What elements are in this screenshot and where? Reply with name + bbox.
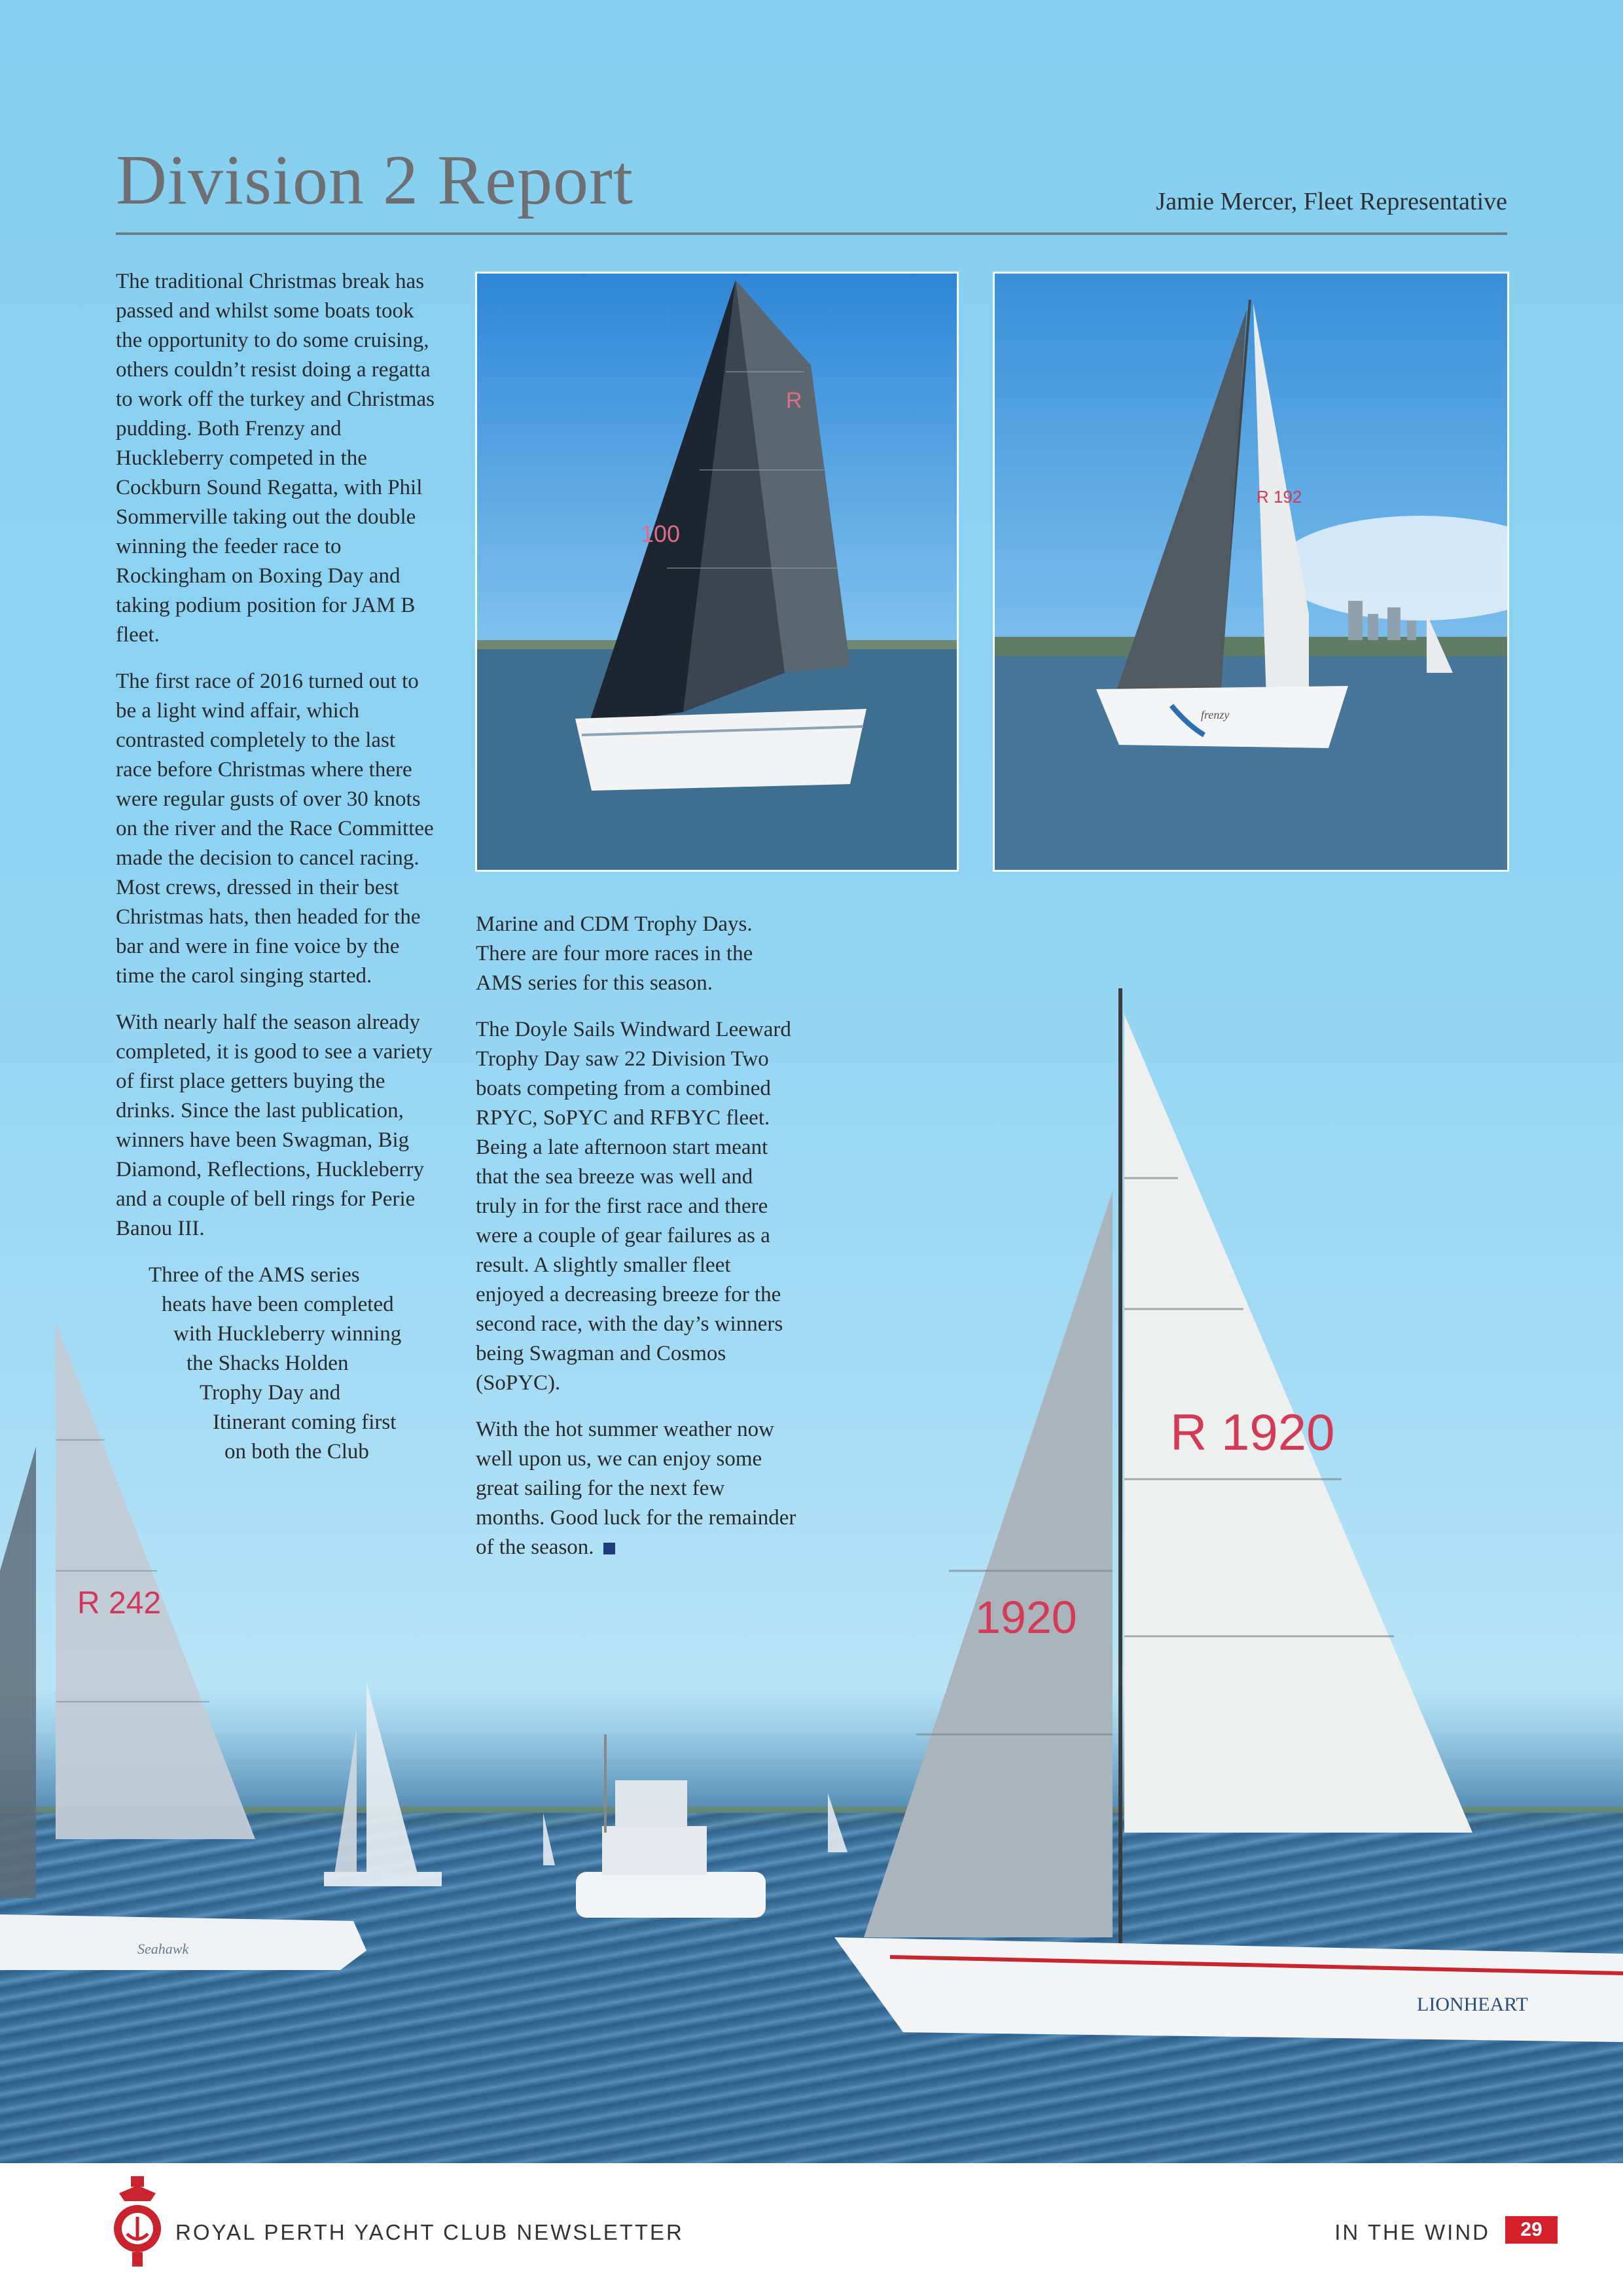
paragraph-6: The Doyle Sails Windward Leeward Trophy Day saw 22 Division Two boats competing from a combined RPYC, SoPYC and RFBYC fleet. Being a late afternoon start meant that the sea breeze was well and truly in for the first race and there were a couple of gear failures as a result. A slightly smaller fleet enjoyed a decreasing breeze for the second race, with the day’s winners being Swagman and Cosmos (SoPYC). [476, 1018, 791, 1395]
author-byline: Jamie Mercer, Fleet Representative [1156, 188, 1507, 215]
page-number-badge: 29 [1505, 2216, 1558, 2244]
photo-sailboat-frenzy [993, 272, 1509, 872]
paragraph-4 [116, 1261, 437, 1467]
photo-sailboat-100 [475, 272, 959, 872]
end-mark-icon [603, 1543, 615, 1554]
paragraph-5: Marine and CDM Trophy Days. There are four more races in the AMS series for this season. [476, 912, 753, 995]
jib-sail-number: 1920 [975, 1592, 1077, 1643]
header-rule [116, 232, 1507, 235]
paragraph-7 [476, 1415, 796, 1562]
paragraph-4-line: Trophy Day and [200, 1381, 341, 1405]
paragraph-3: With nearly half the season already completed, it is good to see a variety of first place getters buying the drinks. Since the last publication, winners have been Swagman, Big Diamond, Reflections, Huckleberry and a couple of bell rings for Perie Banou III. [116, 1011, 433, 1240]
footer-section-name: IN THE WIND [1334, 2220, 1490, 2244]
main-sail-number: R 1920 [1170, 1403, 1335, 1461]
photo1-sail-letter: R [786, 388, 802, 413]
paragraph-4-line: the Shacks Holden [187, 1352, 349, 1375]
paragraph-4-line: Itinerant coming first [213, 1410, 397, 1434]
article-column-2 [476, 910, 796, 1579]
footer-publication-name: ROYAL PERTH YACHT CLUB NEWSLETTER [175, 2220, 684, 2244]
page-title: Division 2 Report [116, 141, 633, 219]
left-hull-name: Seahawk [137, 1941, 189, 1957]
paragraph-1: The traditional Christmas break has passed and whilst some boats took the opportunity to do some cruising, others couldn’t resist doing a regatta to work off the turkey and Christmas pudding. Both Frenzy and Huckleberry competed in the Cockburn Sound Regatta, with Phil Sommerville taking out the double winning the feeder race to Rockingham on Boxing Day and taking podium position for JAM B fleet. [116, 270, 435, 647]
paragraph-4-line: Three of the AMS series [149, 1263, 360, 1287]
club-crest-icon [111, 2176, 164, 2268]
paragraph-2: The first race of 2016 turned out to be a light wind affair, which contrasted completely to the last race before Christmas where there were regular gusts of over 30 knots on the river and the Race Committee made the decision to cancel racing. Most crews, dressed in their best Christmas hats, then headed for the bar and were in fine voice by the time the carol singing started. [116, 670, 434, 988]
paragraph-4-line: on both the Club [224, 1440, 369, 1463]
photo2-hull-name: frenzy [1201, 708, 1230, 721]
paragraph-4-line: heats have been completed [162, 1293, 394, 1316]
photo2-sail-number: R 192 [1257, 487, 1302, 507]
paragraph-7-text: With the hot summer weather now well upon us, we can enjoy some great sailing for the next few months. Good luck for the remainder of the season. [476, 1418, 796, 1559]
article-column-1 [116, 267, 437, 1467]
left-sail-number: R 242 [77, 1586, 162, 1621]
photo1-sail-number: 100 [641, 520, 681, 547]
right-hull-name: LIONHEART [1417, 1994, 1528, 2015]
paragraph-4-line: with Huckleberry winning [173, 1322, 402, 1346]
